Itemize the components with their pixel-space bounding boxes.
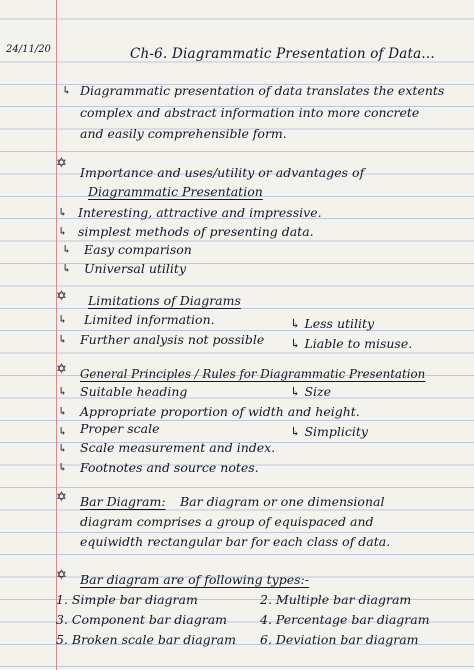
star-bullet-icon: ✡ [56,362,67,377]
intro-line: complex and abstract information into more concrete [80,105,420,120]
star-bullet-icon: ✡ [56,568,67,583]
list-item-note: ↳ Liable to misuse. [290,336,413,351]
arrow-icon: ↳ [58,313,68,326]
definition-line: diagram comprises a group of equispaced and [80,514,374,529]
list-item: 4. Percentage bar diagram [260,612,430,627]
list-item: 6. Deviation bar diagram [260,632,419,647]
list-item: 3. Component bar diagram [56,612,228,627]
arrow-icon: ↳ [62,243,72,256]
list-item: Further analysis not possible [80,332,265,347]
arrow-icon: ↳ [58,461,68,474]
list-item: 2. Multiple bar diagram [260,592,412,607]
arrow-icon: ↳ [58,206,68,219]
arrow-icon: ↳ [58,333,68,346]
star-bullet-icon: ✡ [56,289,67,304]
definition-line: Bar diagram or one dimensional [180,494,385,509]
intro-line: and easily comprehensible form. [80,126,287,141]
arrow-icon: ↳ [58,425,68,438]
list-item: 1. Simple bar diagram [56,592,198,607]
definition-line: equiwidth rectangular bar for each class of data. [80,534,391,549]
section-heading: Importance and uses/utility or advantages of [80,165,365,180]
list-item-note: ↳ Size [290,384,331,399]
arrow-icon: ↳ [62,262,72,275]
intro-line: Diagrammatic presentation of data translates the extents [80,83,445,98]
page-date: 24/11/20 [6,44,51,55]
arrow-icon: ↳ [62,84,72,97]
list-item: Scale measurement and index. [80,440,276,455]
list-item: Limited information. [84,312,215,327]
list-item: simplest methods of presenting data. [78,224,314,239]
list-item-note: ↳ Less utility [290,316,375,331]
star-bullet-icon: ✡ [56,156,67,171]
arrow-icon: ↳ [58,442,68,455]
arrow-icon: ↳ [58,225,68,238]
arrow-icon: ↳ [58,385,68,398]
list-item: Footnotes and source notes. [80,460,259,475]
list-item: Proper scale [80,421,160,436]
list-item: Suitable heading [80,384,188,399]
list-item: Universal utility [84,261,187,276]
section-heading-continued: Diagrammatic Presentation [88,184,263,199]
section-heading: General Principles / Rules for Diagrammatic Presentation [80,367,426,381]
section-heading: Bar diagram are of following types:- [80,572,309,587]
list-item: Interesting, attractive and impressive. [78,205,322,220]
list-item-note: ↳ Simplicity [290,424,368,439]
page-title: Ch-6. Diagrammatic Presentation of Data... [130,46,435,62]
arrow-icon: ↳ [58,405,68,418]
star-bullet-icon: ✡ [56,490,67,505]
list-item: 5. Broken scale bar diagram [56,632,236,647]
list-item: Appropriate proportion of width and height. [80,404,360,419]
section-heading: Limitations of Diagrams [88,293,241,308]
list-item: Easy comparison [84,242,192,257]
definition-term: Bar Diagram: [80,494,166,509]
